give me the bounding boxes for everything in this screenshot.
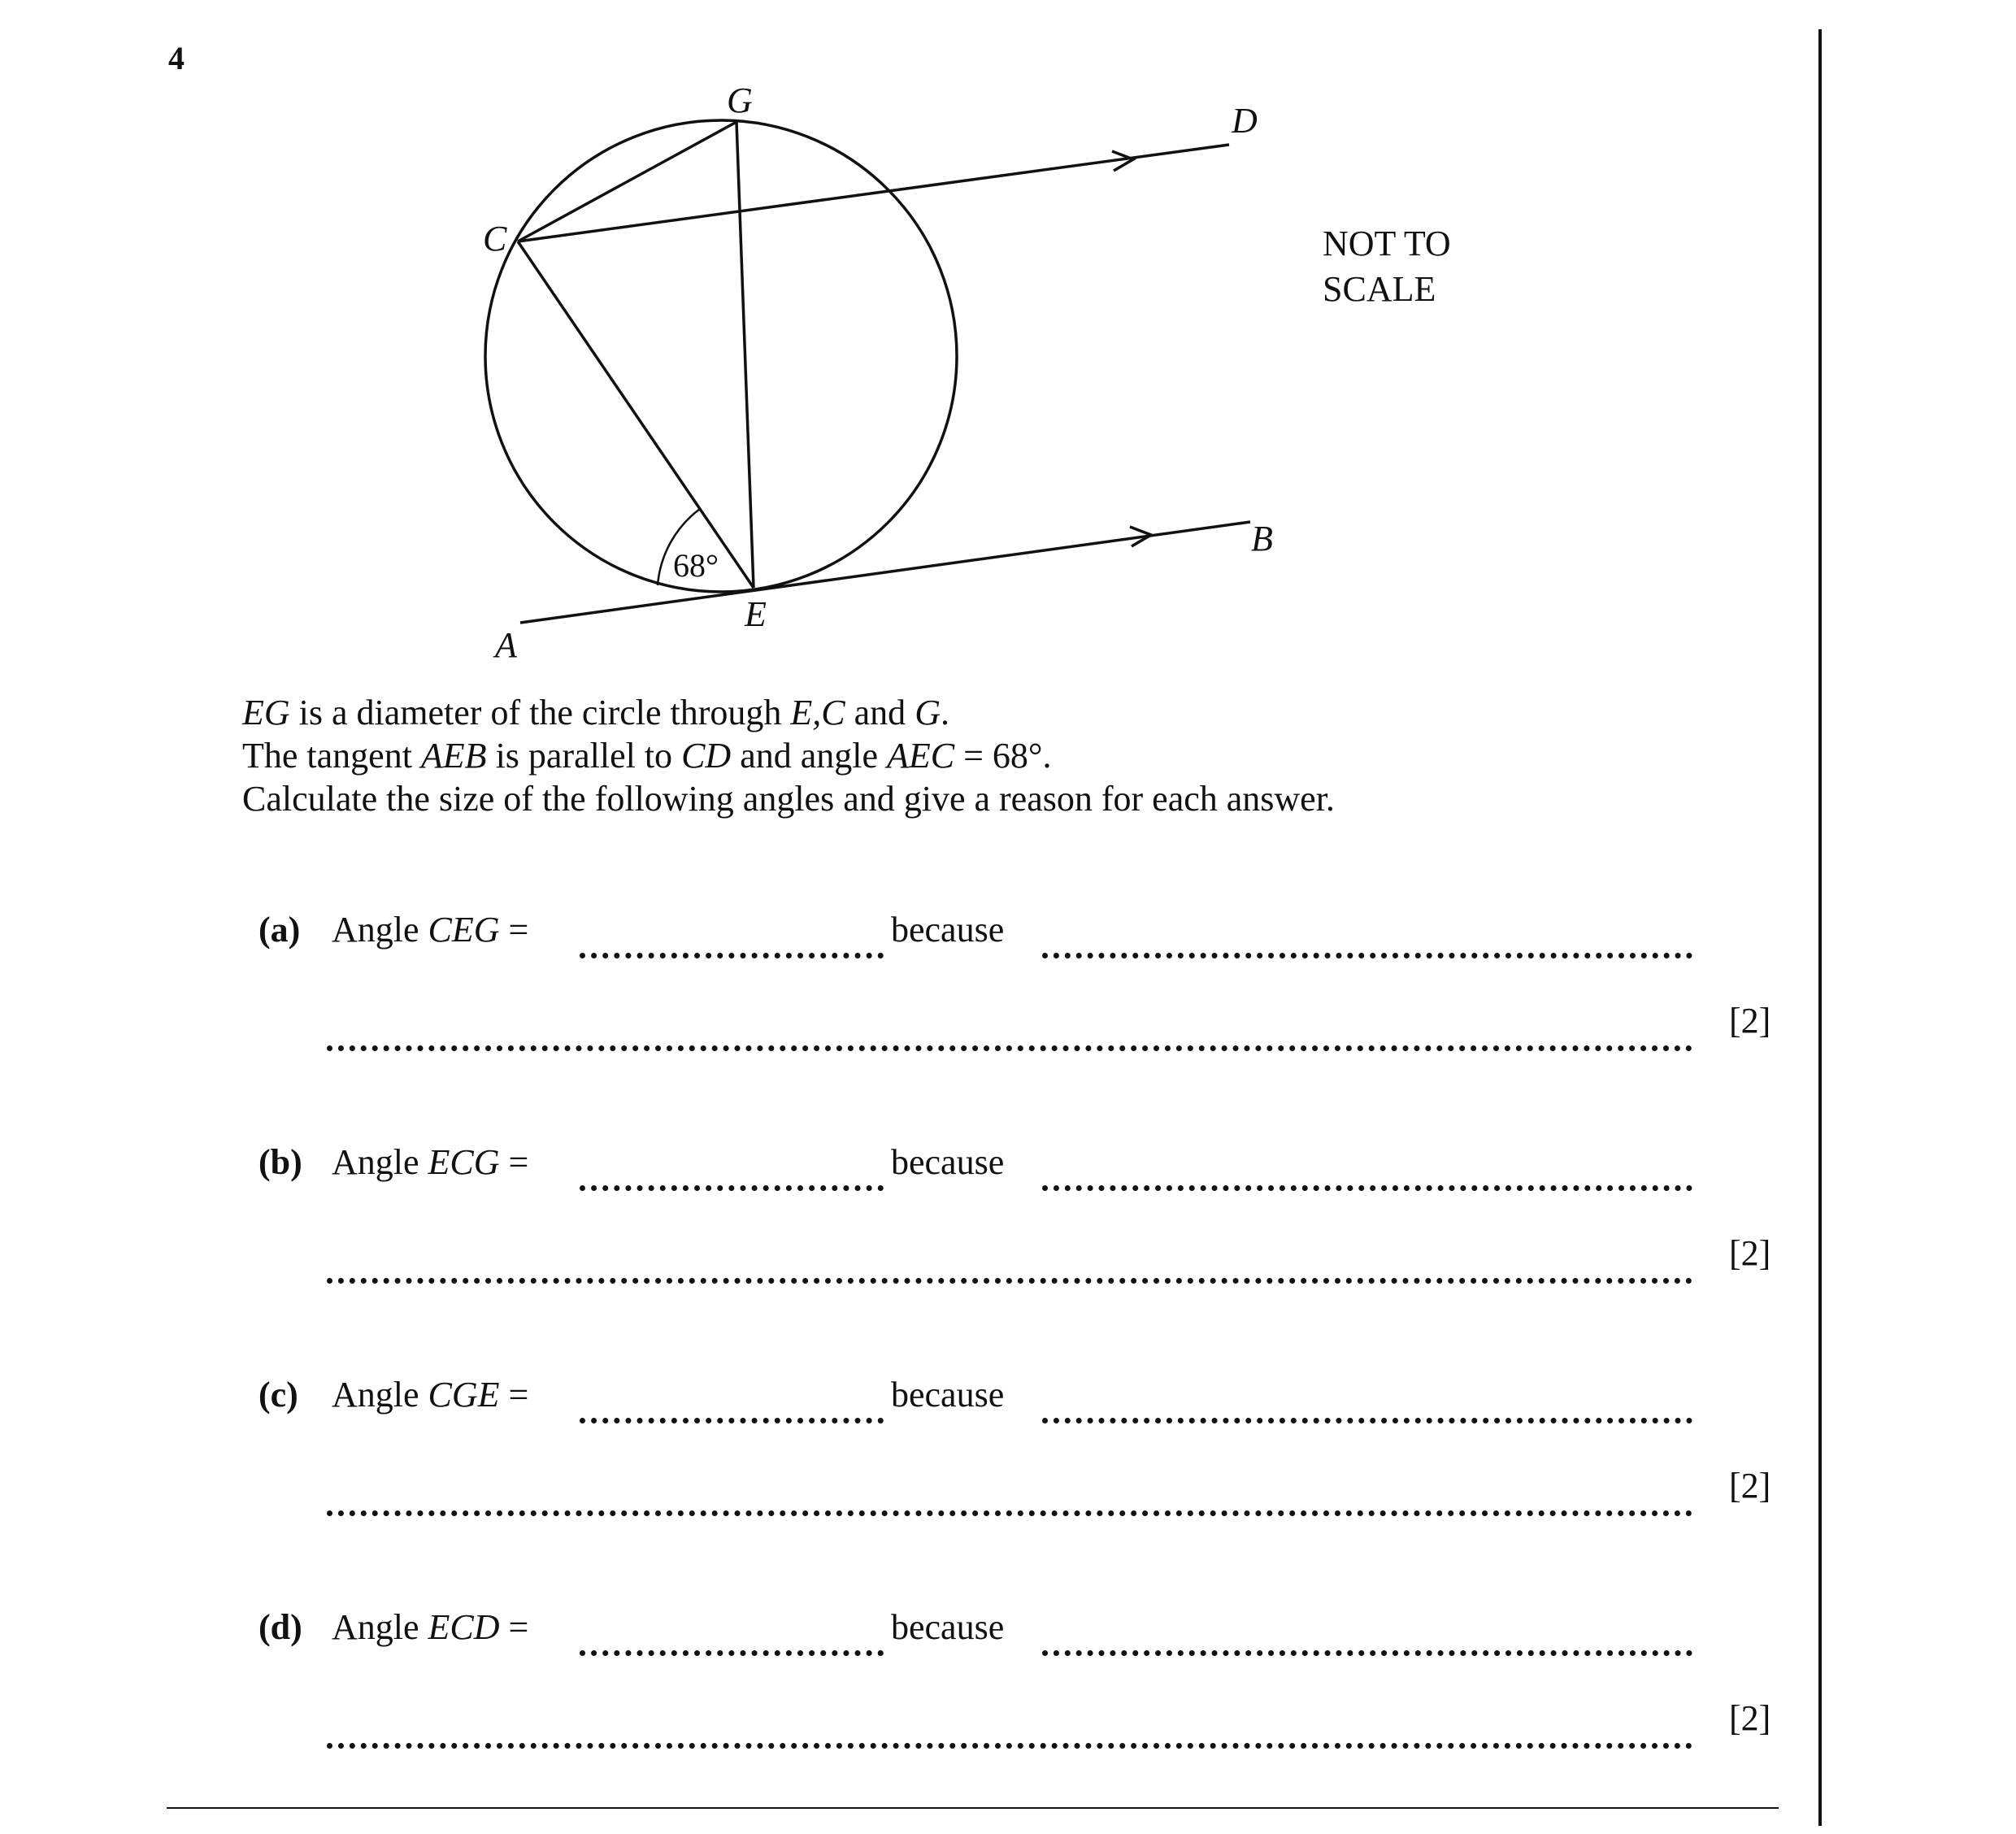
reason-line-2[interactable] — [327, 1510, 1692, 1516]
part-label: (d) — [259, 1607, 302, 1647]
line-ce — [518, 241, 754, 588]
question-number: 4 — [168, 40, 185, 76]
line-ge — [736, 122, 754, 588]
part-a — [0, 909, 2016, 1088]
intro-line-3: Calculate the size of the following angles and give a reason for each answer. — [242, 779, 1335, 819]
answer-line[interactable] — [580, 1418, 884, 1423]
reason-line-2[interactable] — [327, 1045, 1692, 1051]
reason-line-2[interactable] — [327, 1278, 1692, 1284]
part-label: (c) — [259, 1375, 298, 1415]
circle-diagram — [0, 0, 2016, 732]
because-label: because — [891, 1375, 1005, 1415]
reason-line-2[interactable] — [327, 1743, 1692, 1749]
marks-label: [2] — [1729, 1466, 1771, 1506]
question-intro — [242, 691, 1335, 820]
part-b — [0, 1141, 2016, 1320]
because-label: because — [891, 1142, 1005, 1182]
answer-line[interactable] — [580, 953, 884, 958]
angle-question: Angle ECG = — [332, 1142, 529, 1182]
angle-68-label: 68° — [673, 547, 719, 584]
reason-line-1[interactable] — [1042, 953, 1692, 958]
label-a: A — [495, 625, 517, 665]
label-g: G — [727, 80, 753, 120]
part-d — [0, 1606, 2016, 1785]
marks-label: [2] — [1729, 1001, 1771, 1041]
because-label: because — [891, 910, 1005, 950]
margin-rule — [1818, 29, 1822, 1826]
line-cd — [518, 145, 1229, 241]
angle-question: Angle CEG = — [332, 910, 529, 950]
reason-line-1[interactable] — [1042, 1185, 1692, 1191]
bottom-rule — [167, 1807, 1779, 1809]
answer-line[interactable] — [580, 1185, 884, 1191]
reason-line-1[interactable] — [1042, 1650, 1692, 1656]
marks-label: [2] — [1729, 1233, 1771, 1273]
part-label: (b) — [259, 1142, 302, 1182]
angle-question: Angle ECD = — [332, 1607, 529, 1647]
label-d: D — [1232, 101, 1258, 141]
reason-line-1[interactable] — [1042, 1418, 1692, 1423]
label-b: B — [1251, 519, 1273, 558]
part-label: (a) — [259, 910, 301, 950]
label-e: E — [745, 594, 767, 634]
because-label: because — [891, 1607, 1005, 1647]
angle-question: Angle CGE = — [332, 1375, 529, 1415]
marks-label: [2] — [1729, 1698, 1771, 1738]
answer-line[interactable] — [580, 1650, 884, 1656]
intro-line-1: EG is a diameter of the circle through E,C and G. — [242, 693, 949, 732]
intro-line-2: The tangent AEB is parallel to CD and angle AEC = 68°. — [242, 736, 1052, 776]
part-c — [0, 1374, 2016, 1553]
label-c: C — [483, 219, 507, 259]
not-to-scale-note: NOT TO SCALE — [1323, 224, 1451, 309]
